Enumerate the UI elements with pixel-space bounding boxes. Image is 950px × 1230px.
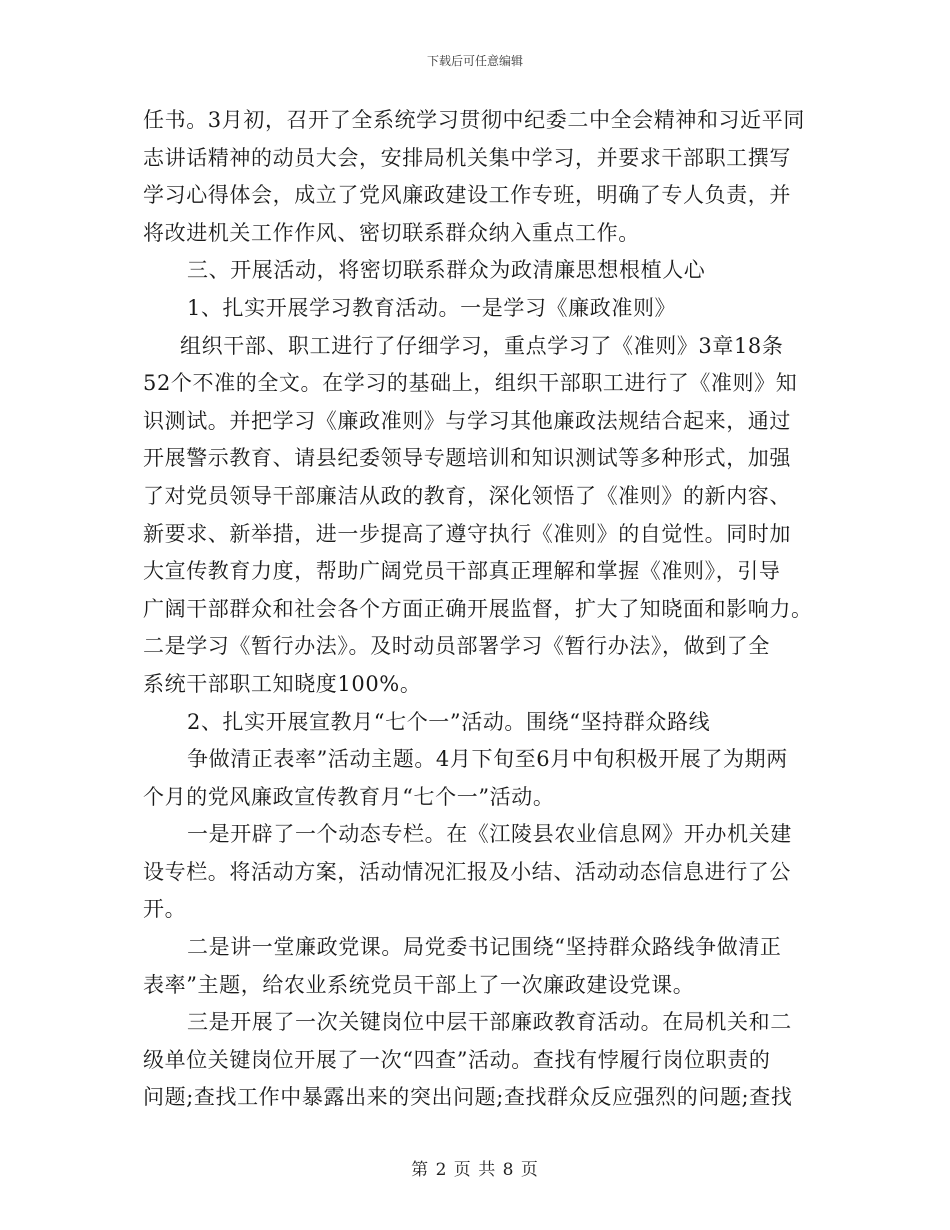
subsection-heading: 1、扎实开展学习教育活动。一是学习《廉政准则》 xyxy=(187,295,677,320)
subsection-heading: 2、扎实开展宣教月“七个一”活动。围绕“坚持群众路线 xyxy=(187,709,711,734)
text-line: 了对党员领导干部廉洁从政的教育，深化领悟了《准则》的新内容、 xyxy=(143,483,791,508)
text-line: 二是学习《暂行办法》。及时动员部署学习《暂行办法》，做到了全 xyxy=(143,634,770,659)
text-line: 一是开辟了一个动态专栏。在《江陵县农业信息网》开办机关建 xyxy=(187,822,792,847)
document-body xyxy=(143,102,813,1117)
text-line: 大宣传教育力度，帮助广阔党员干部真正理解和掌握《准则》，引导 xyxy=(143,559,781,584)
text-line: 开展警示教育、请县纪委领导专题培训和知识测试等多种形式，加强 xyxy=(143,446,791,471)
text-line: 志讲话精神的动员大会，安排局机关集中学习，并要求干部职工撰写 xyxy=(143,145,791,170)
text-line: 新要求、新举措，进一步提高了遵守执行《准则》的自觉性。同时加 xyxy=(143,521,791,546)
text-line: 三是开展了一次关键岗位中层干部廉政教育活动。在局机关和二 xyxy=(187,1010,792,1035)
text-line: 设专栏。将活动方案，活动情况汇报及小结、活动动态信息进行了公 xyxy=(143,859,791,884)
text-line: 识测试。并把学习《廉政准则》与学习其他廉政法规结合起来，通过 xyxy=(143,408,791,433)
page-footer: 第 2 页 共 8 页 xyxy=(411,1160,539,1180)
text-line: 个月的党风廉政宣传教育月“七个一”活动。 xyxy=(143,784,555,809)
text-line: 学习心得体会，成立了党风廉政建设工作专班，明确了专人负责，并 xyxy=(143,183,791,208)
text-line: 系统干部职工知晓度100%。 xyxy=(143,671,422,696)
text-line: 52个不准的全文。在学习的基础上，组织干部职工进行了《准则》知 xyxy=(143,371,798,396)
page-header: 下载后可任意编辑 xyxy=(426,54,523,68)
text-line: 开。 xyxy=(143,897,187,922)
text-line: 广阔干部群众和社会各个方面正确开展监督，扩大了知晓面和影响力。 xyxy=(143,596,813,621)
text-line: 级单位关键岗位开展了一次“四查”活动。查找有悖履行岗位职责的 xyxy=(143,1047,771,1072)
text-line: 将改进机关工作作风、密切联系群众纳入重点工作。 xyxy=(143,220,640,245)
text-line: 任书。3月初，召开了全系统学习贯彻中纪委二中全会精神和习近平同 xyxy=(143,108,805,132)
text-line: 争做清正表率”活动主题。4月下旬至6月中旬积极开展了为期两 xyxy=(187,747,788,772)
section-heading: 三、开展活动，将密切联系群众为政清廉思想根植人心 xyxy=(187,258,706,283)
text-line: 二是讲一堂廉政党课。局党委书记围绕“坚持群众路线争做清正 xyxy=(187,935,782,960)
text-line: 表率”主题，给农业系统党员干部上了一次廉政建设党课。 xyxy=(143,972,695,997)
text-line: 问题;查找工作中暴露出来的突出问题;查找群众反应强烈的问题;查找 xyxy=(143,1085,793,1110)
text-line: 组织干部、职工进行了仔细学习，重点学习了《准则》3章18条 xyxy=(180,333,784,358)
